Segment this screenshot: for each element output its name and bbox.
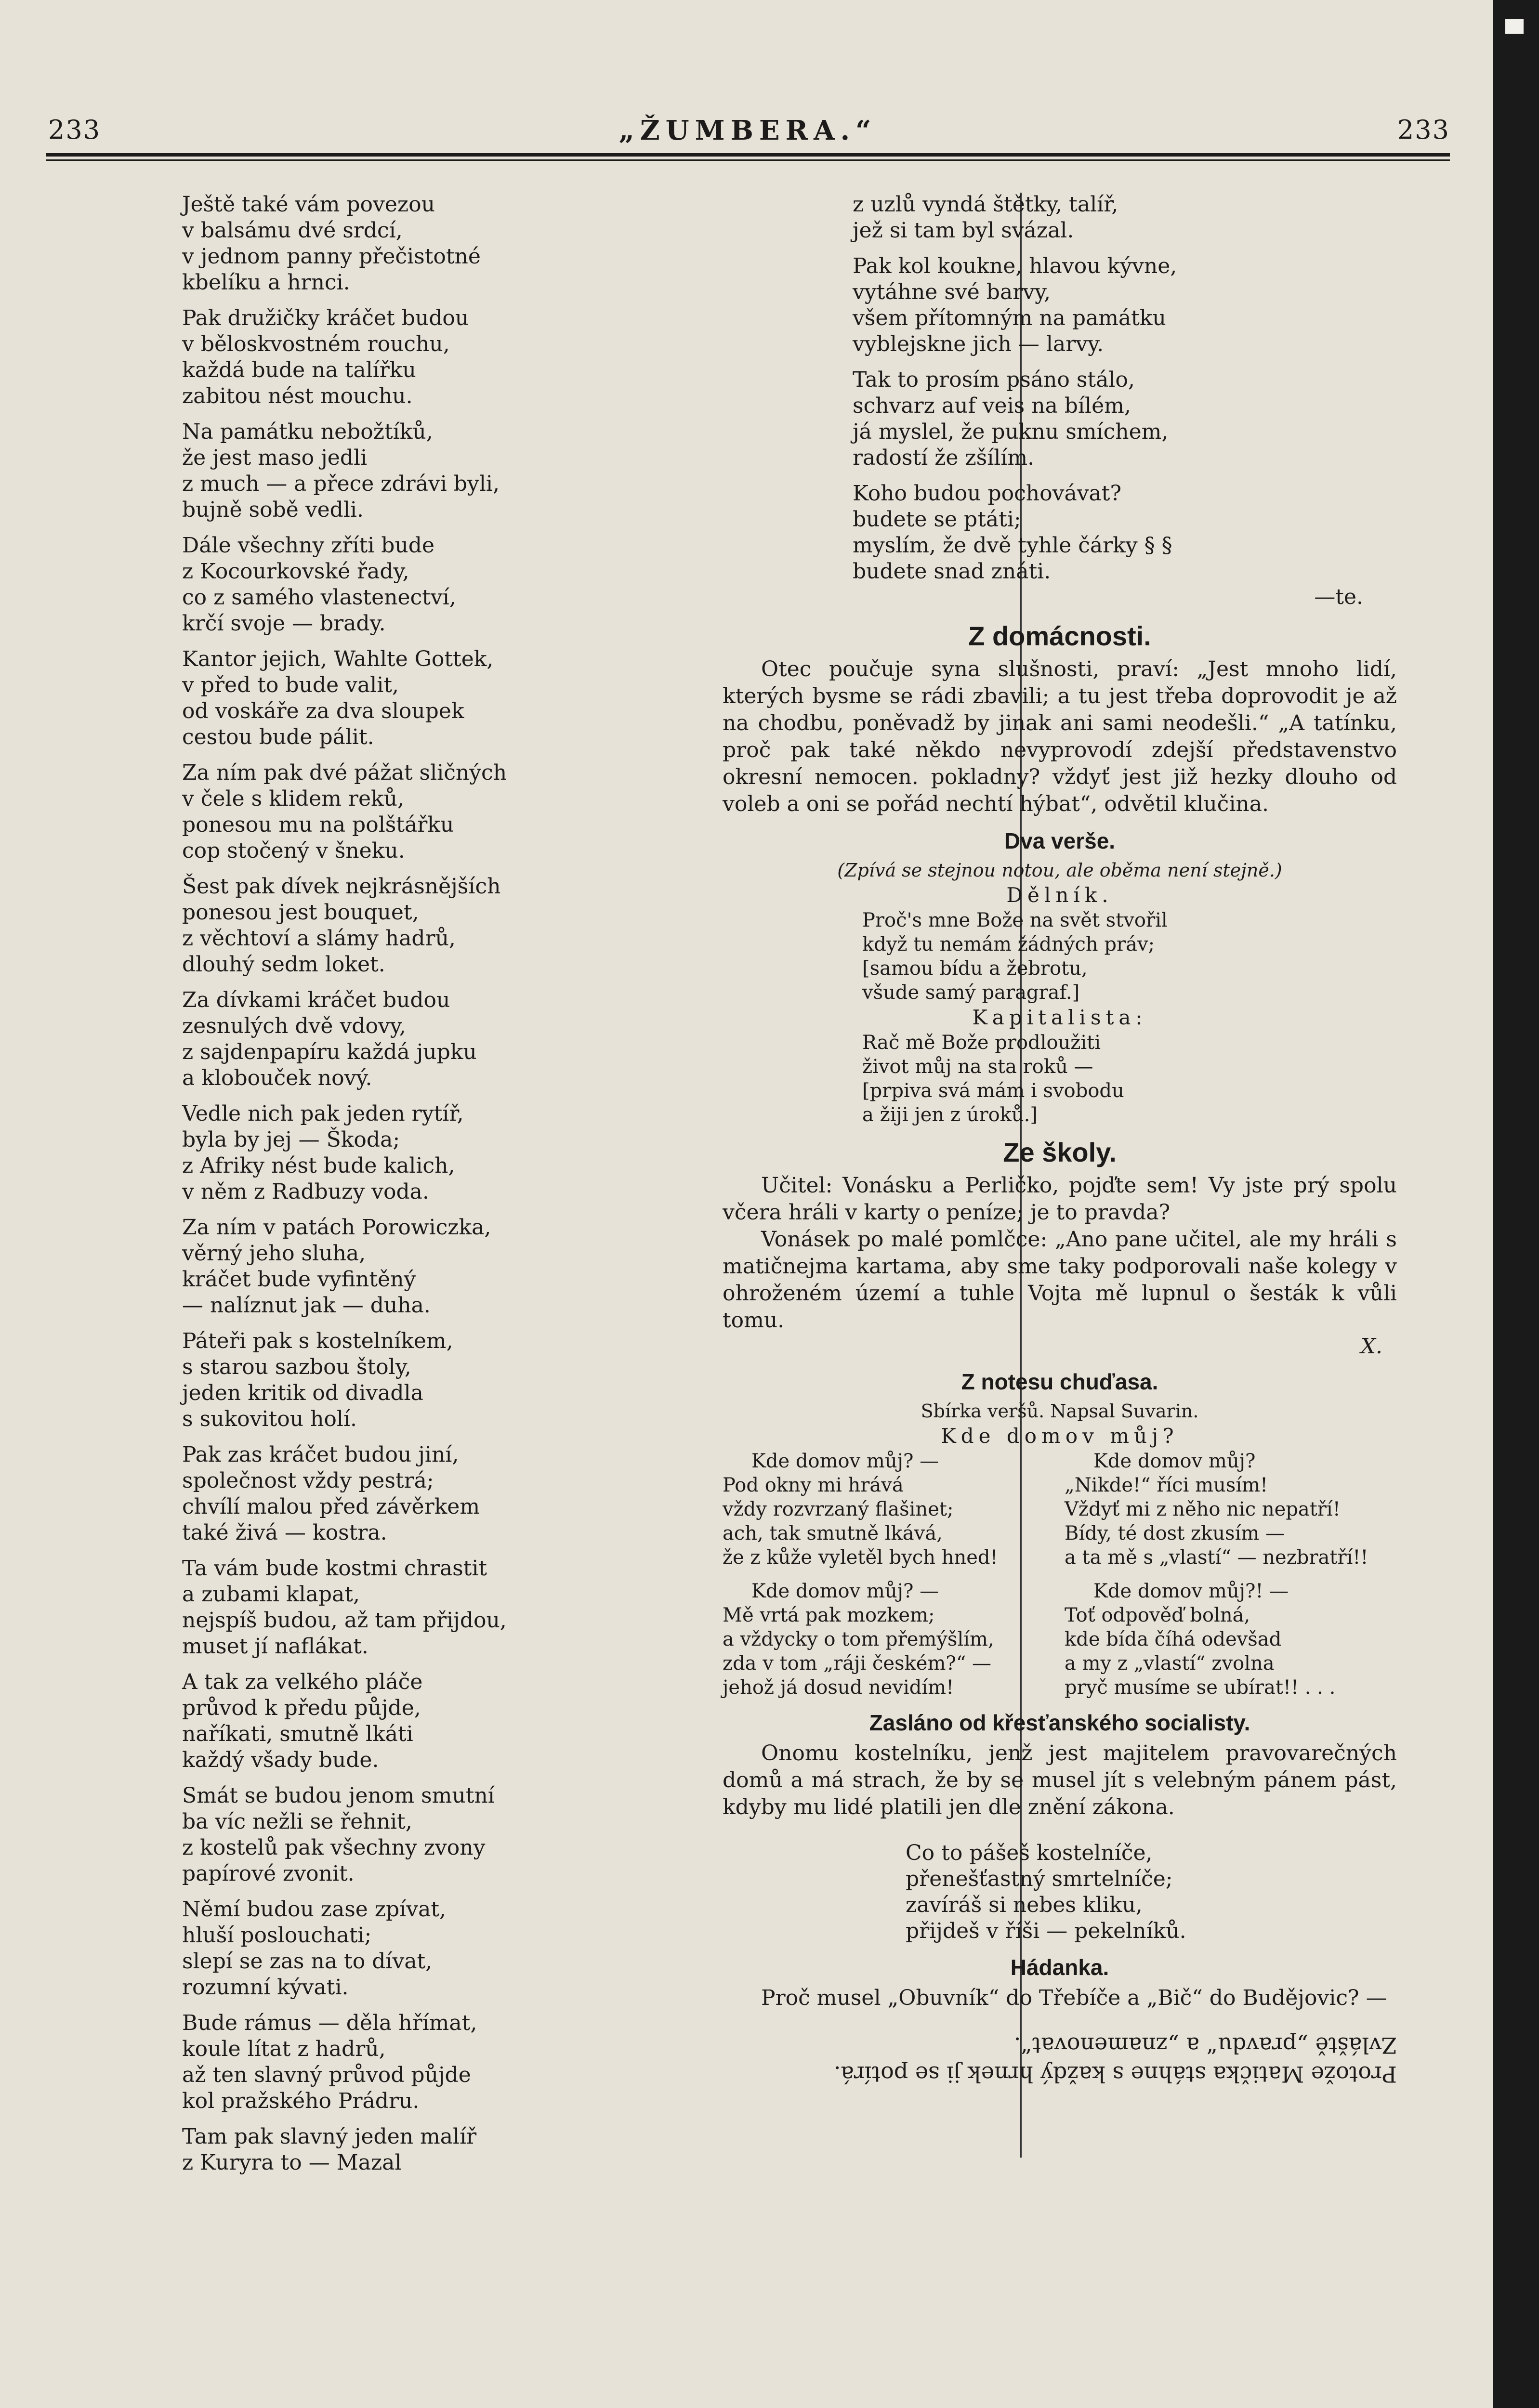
verse-line: Ta vám bude kostmi chrastit — [182, 1556, 487, 1581]
verse-line: ach, tak smutně lkává, — [723, 1522, 943, 1544]
stanza-gap — [182, 1546, 548, 1556]
scan-corner-mark — [1505, 19, 1524, 34]
verse-line: přenešťastný smrtelníče; — [906, 1867, 1173, 1891]
verse-line: Dále všechny zříti bude — [182, 533, 434, 558]
verse-line: z kostelů pak všechny zvony — [182, 1835, 486, 1860]
zaslano-poem — [906, 1840, 1397, 1944]
verse-line: cop stočený v šneku. — [182, 838, 405, 863]
verse-line: Vždyť mi z něho nic nepatří! — [1065, 1498, 1341, 1520]
verse-line: Smát se budou jenom smutní — [182, 1783, 495, 1808]
stanza-gap — [182, 1091, 548, 1101]
verse-line: [samou bídu a žebrotu, — [862, 957, 1088, 980]
verse-line: kbelíku a hrnci. — [182, 270, 350, 295]
header-rule-thin — [46, 159, 1450, 161]
verse-line: kráčet bude vyfintěný — [182, 1267, 416, 1292]
verse-line: a my z „vlastí“ zvolna — [1065, 1652, 1275, 1675]
stanza-gap — [853, 471, 1397, 481]
delnik-verse — [862, 908, 1397, 1005]
verse-line: ponesou mu na polštářku — [182, 812, 454, 837]
verse-line: byla by jej — Škoda; — [182, 1127, 400, 1152]
kapitalista-verse — [862, 1031, 1397, 1127]
verse-line: budete snad znáti. — [853, 559, 1051, 584]
upside-down-line: Protože Matička stáhne s každý hrnek ji se potírá. — [833, 2061, 1397, 2087]
verse-line: schvarz auf veis na bílém, — [853, 393, 1131, 418]
verse-line: Pak kol koukne, hlavou kývne, — [853, 254, 1177, 278]
verse-line: Pod okny mi hrává — [723, 1474, 904, 1496]
verse-line: všude samý paragraf.] — [862, 982, 1080, 1004]
upside-down-answer — [723, 2031, 1397, 2089]
stanza-gap — [182, 1887, 548, 1897]
stanza-gap — [182, 1660, 548, 1669]
verse-line: z much — a přece zdrávi byli, — [182, 471, 500, 496]
verse-line: až ten slavný průvod půjde — [182, 2063, 471, 2087]
verse-line: vyblejskne jich — larvy. — [853, 332, 1104, 356]
stanza-gap — [182, 1432, 548, 1442]
verse-line: já myslel, že puknu smíchem, — [853, 419, 1169, 444]
dva-verse-subtitle: (Zpívá se stejnou notou, ale oběma není stejně.) — [837, 860, 1282, 881]
verse-line: cestou bude pálit. — [182, 725, 374, 749]
section-title-dva-verse: Dva verše. — [1004, 828, 1116, 853]
verse-line: jehož já dosud nevidím! — [723, 1676, 954, 1699]
section-title-notes: Z notesu chuďasa. — [961, 1369, 1158, 1394]
domacnost-text: Otec poučuje syna slušnosti, praví: „Jest mnoho lidí, kterých bysme se rádi zbavili; a tu jest třeba doprovodit je až na chodbu, poněvadž by jinak ani sami neodešli.“ „A tatínku, proč pak také někdo nevyprovodí zdejší představenstvo okresní nemocen. pokladny? vždyť jest již hezky dlouho od voleb a oni se pořád nechtí hýbat“, odvětil klučina. — [723, 657, 1397, 816]
verse-line: Němí budou zase zpívat, — [182, 1897, 447, 1922]
verse-line: Pak zas kráčet budou jiní, — [182, 1442, 459, 1467]
scan-border — [1493, 0, 1539, 2408]
skola-paragraph-1: Učitel: Vonásku a Perličko, pojďte sem! Vy jste prý spolu včera hráli v karty o peníze; je to pravda? — [723, 1173, 1397, 1225]
verse-line: z věchtoví a slámy hadrů, — [182, 926, 456, 951]
section-title-zaslano: Zasláno od křesťanského socialisty. — [869, 1710, 1250, 1735]
verse-line: že z kůže vyletěl bych hned! — [723, 1546, 998, 1569]
stanza-gap — [182, 1773, 548, 1783]
verse-line: zabitou nést mouchu. — [182, 384, 413, 408]
verse-line: s starou sazbou štoly, — [182, 1355, 411, 1379]
verse-line: zda v tom „ráji českém?“ — — [723, 1652, 992, 1675]
verse-line: v jednom panny přečistotné — [182, 244, 481, 269]
verse-line: „Nikde!“ říci musím! — [1065, 1474, 1268, 1496]
stanza-gap — [182, 2114, 548, 2124]
verse-line: Proč's mne Bože na svět stvořil — [862, 909, 1168, 931]
left-column-poem — [182, 192, 548, 2176]
verse-line: z Afriky nést bude kalich, — [182, 1153, 455, 1178]
verse-line: budete se ptáti; — [853, 507, 1021, 532]
verse-line: ba víc nežli se řehnit, — [182, 1809, 412, 1834]
verse-line: Toť odpověď bolná, — [1065, 1604, 1250, 1626]
verse-line: rozumní kývati. — [182, 1975, 349, 2000]
verse-line: když tu nemám žádných práv; — [862, 933, 1155, 955]
verse-line: co z samého vlastenectví, — [182, 585, 456, 610]
verse-line: průvod k předu půjde, — [182, 1696, 421, 1720]
verse-line: Kde domov můj? — [1093, 1450, 1256, 1472]
verse-line: krčí svoje — brady. — [182, 611, 386, 636]
verse-line: všem přítomným na památku — [853, 306, 1166, 330]
newspaper-title: „ŽUMBERA.“ — [618, 115, 877, 146]
section-title-hadanka: Hádanka. — [1010, 1955, 1109, 1980]
verse-line: nejspíš budou, až tam přijdou, — [182, 1608, 507, 1633]
verse-line: z Kocourkovské řady, — [182, 559, 409, 584]
verse-line: dlouhý sedm loket. — [182, 952, 385, 977]
verse-line: Ještě také vám povezou — [182, 192, 435, 217]
notes-poem-right — [1065, 1449, 1397, 1700]
verse-line: kol pražského Prádru. — [182, 2089, 420, 2113]
verse-line: že jest maso jedli — [182, 445, 368, 470]
verse-line: Tam pak slavný jeden malíř — [182, 2124, 477, 2149]
verse-line: Kde domov můj? — — [751, 1450, 939, 1472]
verse-line: v čele s klidem reků, — [182, 786, 404, 811]
verse-line: Šest pak dívek nejkrásnějších — [182, 874, 501, 899]
zaslano-text: Onomu kostelníku, jenž jest majitelem pravovarečných domů a má strach, že by se musel jít s velebným pánem pást, kdyby mu lidé platili jen dle znění zákona. — [723, 1741, 1397, 1819]
verse-line: z sajdenpapíru každá jupku — [182, 1040, 477, 1064]
stanza-gap — [182, 978, 548, 987]
stanza-gap — [182, 296, 548, 305]
poem-continuation — [853, 192, 1397, 585]
verse-line: Kde domov můj? — — [751, 1580, 939, 1602]
verse-line: Páteři pak s kostelníkem, — [182, 1329, 453, 1353]
verse-line: Co to pášeš kostelníče, — [906, 1841, 1153, 1865]
verse-line: — nalíznut jak — duha. — [182, 1293, 431, 1318]
verse-line: A tak za velkého pláče — [182, 1670, 423, 1694]
verse-line: naříkati, smutně lkáti — [182, 1722, 413, 1746]
verse-line: papírové zvonit. — [182, 1861, 355, 1886]
verse-line: věrný jeho sluha, — [182, 1241, 366, 1266]
notes-poem-title: Kde domov můj? — [941, 1424, 1179, 1448]
verse-line: v balsámu dvé srdcí, — [182, 218, 403, 243]
verse-line: Kantor jejich, Wahlte Gottek, — [182, 647, 494, 671]
verse-line: hluší poslouchati; — [182, 1923, 372, 1948]
verse-line: bujně sobě vedli. — [182, 497, 364, 522]
stanza-gap — [182, 523, 548, 533]
verse-line: z uzlů vyndá štětky, talíř, — [853, 192, 1118, 217]
poem-signature: —te. — [1314, 585, 1363, 609]
header-rule — [46, 153, 1450, 157]
stanza-gap — [182, 1205, 548, 1215]
verse-line: v před to bude valit, — [182, 673, 399, 697]
verse-line: a zubami klapat, — [182, 1582, 360, 1607]
verse-line: přijdeš v říši — pekelníků. — [906, 1919, 1186, 1943]
stanza-gap — [1065, 1570, 1397, 1579]
page-header — [46, 115, 1450, 153]
stanza-gap — [182, 2001, 548, 2010]
notes-poem-left — [723, 1449, 1055, 1700]
poem-signature-row — [853, 585, 1397, 611]
skola-paragraph-2: Vonásek po malé pomlčce: „Ano pane učitel, ale my hráli s matičnejma kartama, aby sme taky podporovali naše kolegy v ohroženém území a tuhle Vojta mě lupnul o šesták k vůli tomu. — [723, 1227, 1397, 1333]
verse-line: myslím, že dvě tyhle čárky § § — [853, 533, 1172, 558]
verse-line: jeden kritik od divadla — [182, 1381, 423, 1405]
verse-line: od voskáře za dva sloupek — [182, 699, 464, 723]
verse-line: s sukovitou holí. — [182, 1407, 357, 1431]
verse-line: radostí že zšílím. — [853, 445, 1035, 470]
delnik-title: Dělník. — [1006, 883, 1113, 907]
stanza-gap — [182, 864, 548, 874]
verse-line: Mě vrtá pak mozkem; — [723, 1604, 935, 1626]
verse-line: v něm z Radbuzy voda. — [182, 1179, 429, 1204]
verse-line: společnost vždy pestrá; — [182, 1468, 434, 1493]
verse-line: Na památku nebožtíků, — [182, 419, 433, 444]
hadanka-text: Proč musel „Obuvník“ do Třebíče a „Bič“ do Budějovic? — — [761, 1986, 1387, 2010]
verse-line: z Kuryra to — Mazal — [182, 2150, 402, 2175]
section-title-domacnost: Z domácnosti. — [968, 621, 1151, 651]
verse-line: a ta mě s „vlastí“ — nezbratří!! — [1065, 1546, 1368, 1569]
verse-line: každý všady bude. — [182, 1748, 379, 1772]
verse-line: Tak to prosím psáno stálo, — [853, 367, 1135, 392]
verse-line: Bídy, té dost zkusím — — [1065, 1522, 1285, 1544]
verse-line: Vedle nich pak jeden rytíř, — [182, 1101, 464, 1126]
stanza-gap — [853, 244, 1397, 253]
stanza-gap — [853, 357, 1397, 367]
stanza-gap — [182, 637, 548, 646]
verse-line: vytáhne své barvy, — [853, 280, 1051, 304]
verse-line: Koho budou pochovávat? — [853, 481, 1122, 506]
right-column — [723, 192, 1397, 2089]
skola-signature: X. — [1360, 1334, 1382, 1359]
verse-line: [prpiva svá mám i svobodu — [862, 1080, 1124, 1102]
verse-line: zesnulých dvě vdovy, — [182, 1014, 406, 1038]
verse-line: Kde domov můj?! — — [1093, 1580, 1289, 1602]
verse-line: Za dívkami kráčet budou — [182, 988, 450, 1012]
verse-line: Pak družičky kráčet budou — [182, 306, 469, 330]
verse-line: chvílí malou před závěrkem — [182, 1494, 480, 1519]
stanza-gap — [182, 409, 548, 419]
verse-line: a klobouček nový. — [182, 1066, 372, 1090]
verse-line: slepí se zas na to dívat, — [182, 1949, 433, 1974]
notes-poem — [723, 1449, 1397, 1700]
verse-line: pryč musíme se ubírat!! . . . — [1065, 1676, 1336, 1699]
verse-line: ponesou jest bouquet, — [182, 900, 419, 925]
page-number-right: 233 — [1397, 115, 1450, 145]
stanza-gap — [182, 750, 548, 760]
verse-line: vždy rozvrzaný flašinet; — [723, 1498, 954, 1520]
verse-line: a žiji jen z úroků.] — [862, 1104, 1038, 1126]
stanza-gap — [182, 1319, 548, 1328]
verse-line: a vždycky o tom přemýšlím, — [723, 1628, 994, 1650]
verse-line: muset jí naflákat. — [182, 1634, 368, 1659]
verse-line: Bude rámus — děla hřímat, — [182, 2011, 477, 2035]
verse-line: koule lítat z hadrů, — [182, 2037, 386, 2061]
stanza-gap — [723, 1570, 1055, 1579]
verse-line: kde bída číhá odevšad — [1065, 1628, 1282, 1650]
upside-down-line: Zvláště „pravdu“ a „znamenovat“. — [1013, 2032, 1397, 2058]
kapitalista-title: Kapitalista: — [972, 1006, 1147, 1029]
verse-line: Za ním v patách Porowiczka, — [182, 1215, 491, 1240]
page-number-left: 233 — [48, 115, 101, 145]
verse-line: Za ním pak dvé pážat sličných — [182, 760, 507, 785]
verse-line: každá bude na talířku — [182, 358, 416, 382]
verse-line: zavíráš si nebes kliku, — [906, 1893, 1143, 1917]
verse-line: také živá — kostra. — [182, 1520, 387, 1545]
verse-line: Rač mě Bože prodloužiti — [862, 1032, 1101, 1054]
verse-line: v běloskvostném rouchu, — [182, 332, 450, 356]
notes-subtitle: Sbírka veršů. Napsal Suvarin. — [921, 1400, 1199, 1422]
verse-line: život můj na sta roků — — [862, 1056, 1093, 1078]
verse-line: jež si tam byl svázal. — [853, 218, 1074, 243]
section-title-ze-skoly: Ze školy. — [1003, 1137, 1117, 1167]
